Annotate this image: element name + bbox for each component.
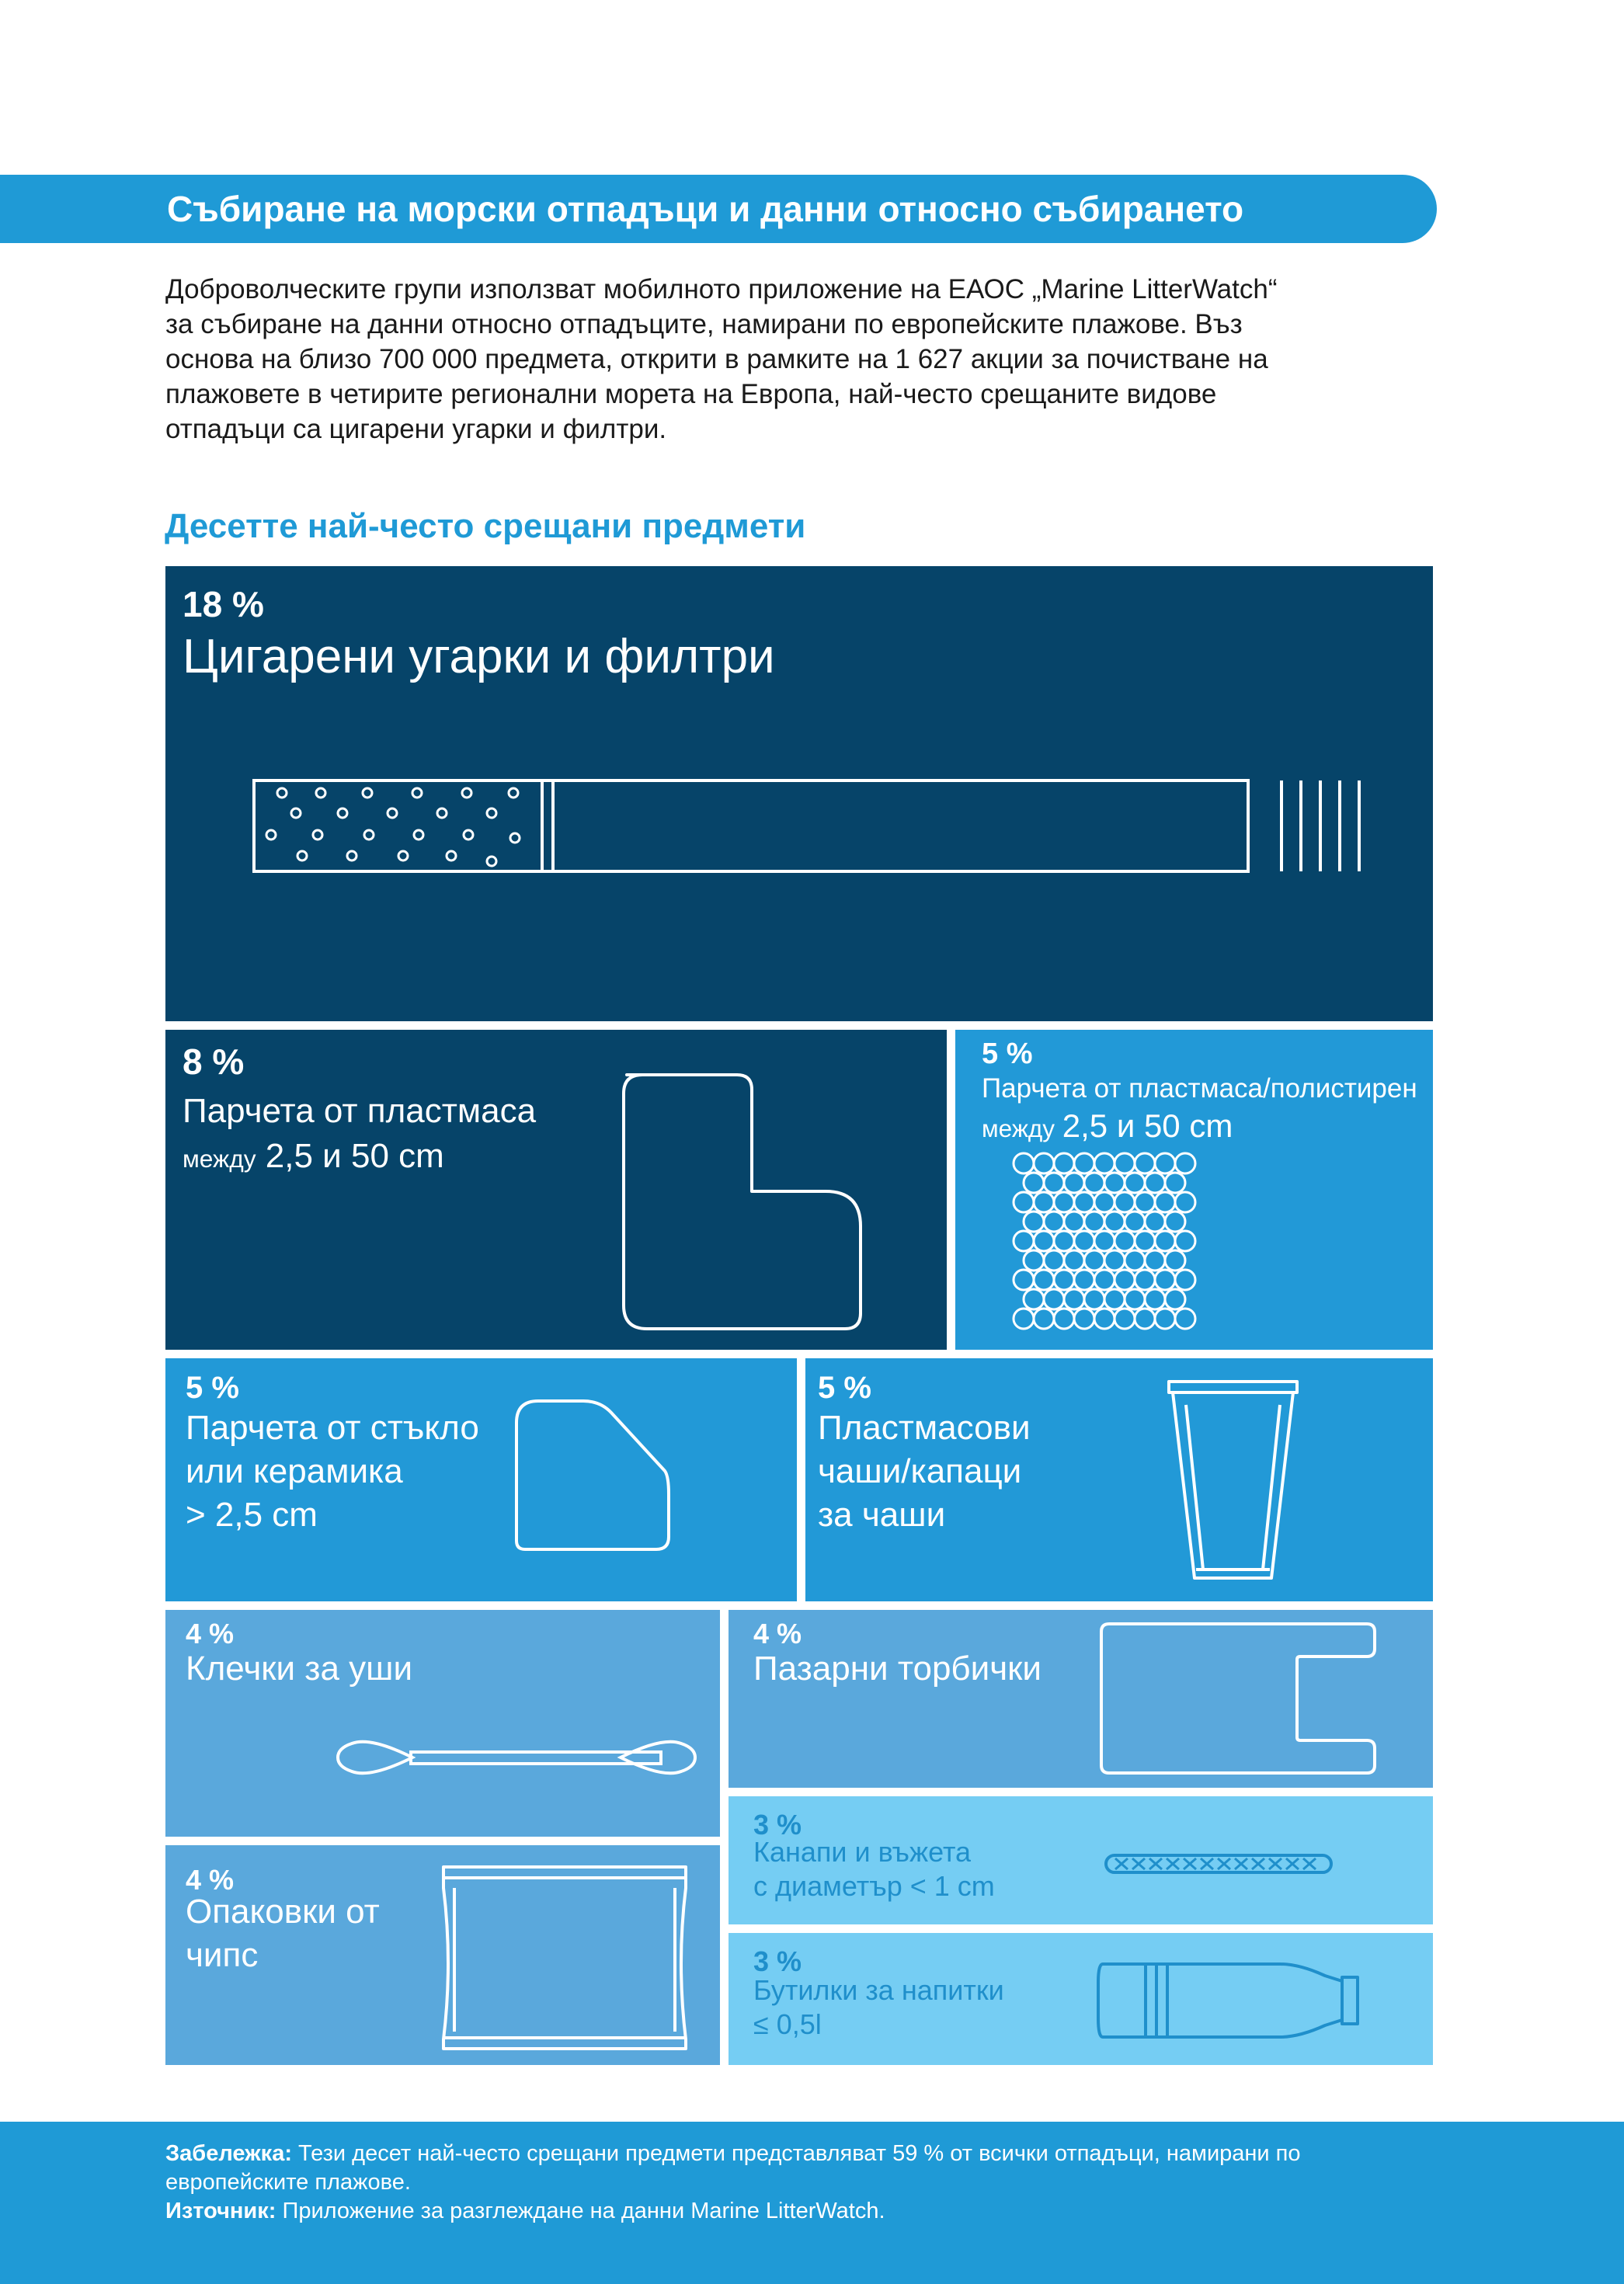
intro-line: основа на близо 700 000 предмета, открити в рамките на 1 627 акции за почистване на (165, 344, 1268, 374)
tile-ropes (729, 1796, 1433, 1924)
rope-icon (729, 1796, 1433, 1924)
tile-label: Парчета от пластмаса/полистирен между 2,5 и 50 cm (982, 1073, 1417, 1144)
tile-percent: 3 % (753, 1809, 802, 1841)
tile-plastic-pieces (165, 1030, 947, 1350)
intro-line: отпадъци са цигарени угарки и филтри. (165, 414, 667, 444)
tile-percent: 4 % (186, 1618, 235, 1650)
intro-line: плажовете в четирите регионални морета на Европа, най-често срещаните видове (165, 379, 1217, 409)
tile-percent: 4 % (186, 1864, 235, 1896)
intro-line: за събиране на данни относно отпадъците, намирани по европейските плажове. Въз (165, 309, 1243, 339)
tile-label: Парчета от стъкло или керамика > 2,5 cm (186, 1409, 479, 1534)
tile-polystyrene-pieces (955, 1030, 1433, 1350)
tile-percent: 5 % (818, 1371, 871, 1405)
tile-percent: 4 % (753, 1618, 802, 1650)
intro-line: Доброволческите групи използват мобилното приложение на ЕАОС „Marine LitterWatch“ (165, 274, 1278, 304)
cup-icon (805, 1358, 1433, 1601)
tile-percent: 3 % (753, 1945, 802, 1977)
tile-label: Цигарени угарки и филтри (183, 630, 775, 683)
footer-notes (165, 2140, 1486, 2226)
tile-plastic-cups (805, 1358, 1433, 1601)
tile-percent: 8 % (183, 1041, 245, 1082)
crisp-packet-icon (165, 1845, 720, 2065)
tile-label: Пазарни торбички (753, 1650, 1042, 1688)
footer-source: Източник: Приложение за разглеждане на данни Marine LitterWatch. (165, 2199, 885, 2223)
shopping-bag-icon (729, 1610, 1433, 1788)
tile-label: Парчета от пластмаса между 2,5 и 50 cm (183, 1092, 537, 1175)
intro-paragraph (165, 272, 1439, 447)
tile-percent: 5 % (186, 1371, 239, 1405)
tile-bottles (729, 1933, 1433, 2065)
bottle-icon (729, 1933, 1433, 2065)
tile-shopping-bags (729, 1610, 1433, 1788)
plastic-piece-icon (165, 1030, 947, 1350)
cigarette-icon (165, 566, 1433, 1021)
tile-label: Канапи и въжета с диаметър < 1 cm (753, 1836, 995, 1902)
page-title: Събиране на морски отпадъци и данни относно събирането (167, 189, 1244, 229)
tile-label: Бутилки за напитки ≤ 0,5l (753, 1974, 1004, 2040)
tile-percent: 5 % (982, 1038, 1033, 1070)
polystyrene-icon (955, 1030, 1433, 1350)
glass-shard-icon (165, 1358, 797, 1601)
tile-label: Пластмасови чаши/капаци за чаши (818, 1409, 1031, 1534)
footer-note: Забележка: Тези десет най-често срещани предмети представляват 59 % от всички отпадъци, намирани по (165, 2141, 1301, 2166)
tile-cigarette-butts (165, 566, 1433, 1021)
cotton-bud-icon (165, 1610, 720, 1837)
tile-percent: 18 % (183, 584, 264, 624)
tile-label: Опаковки от чипс (186, 1893, 380, 1974)
footer-note-continued: европейските плажове. (165, 2170, 411, 2195)
section-title: Десетте най-често срещани предмети (165, 507, 806, 545)
tile-crisp-packets (165, 1845, 720, 2065)
tile-glass-pieces (165, 1358, 797, 1601)
tile-cotton-buds (165, 1610, 720, 1837)
tile-label: Клечки за уши (186, 1650, 413, 1688)
